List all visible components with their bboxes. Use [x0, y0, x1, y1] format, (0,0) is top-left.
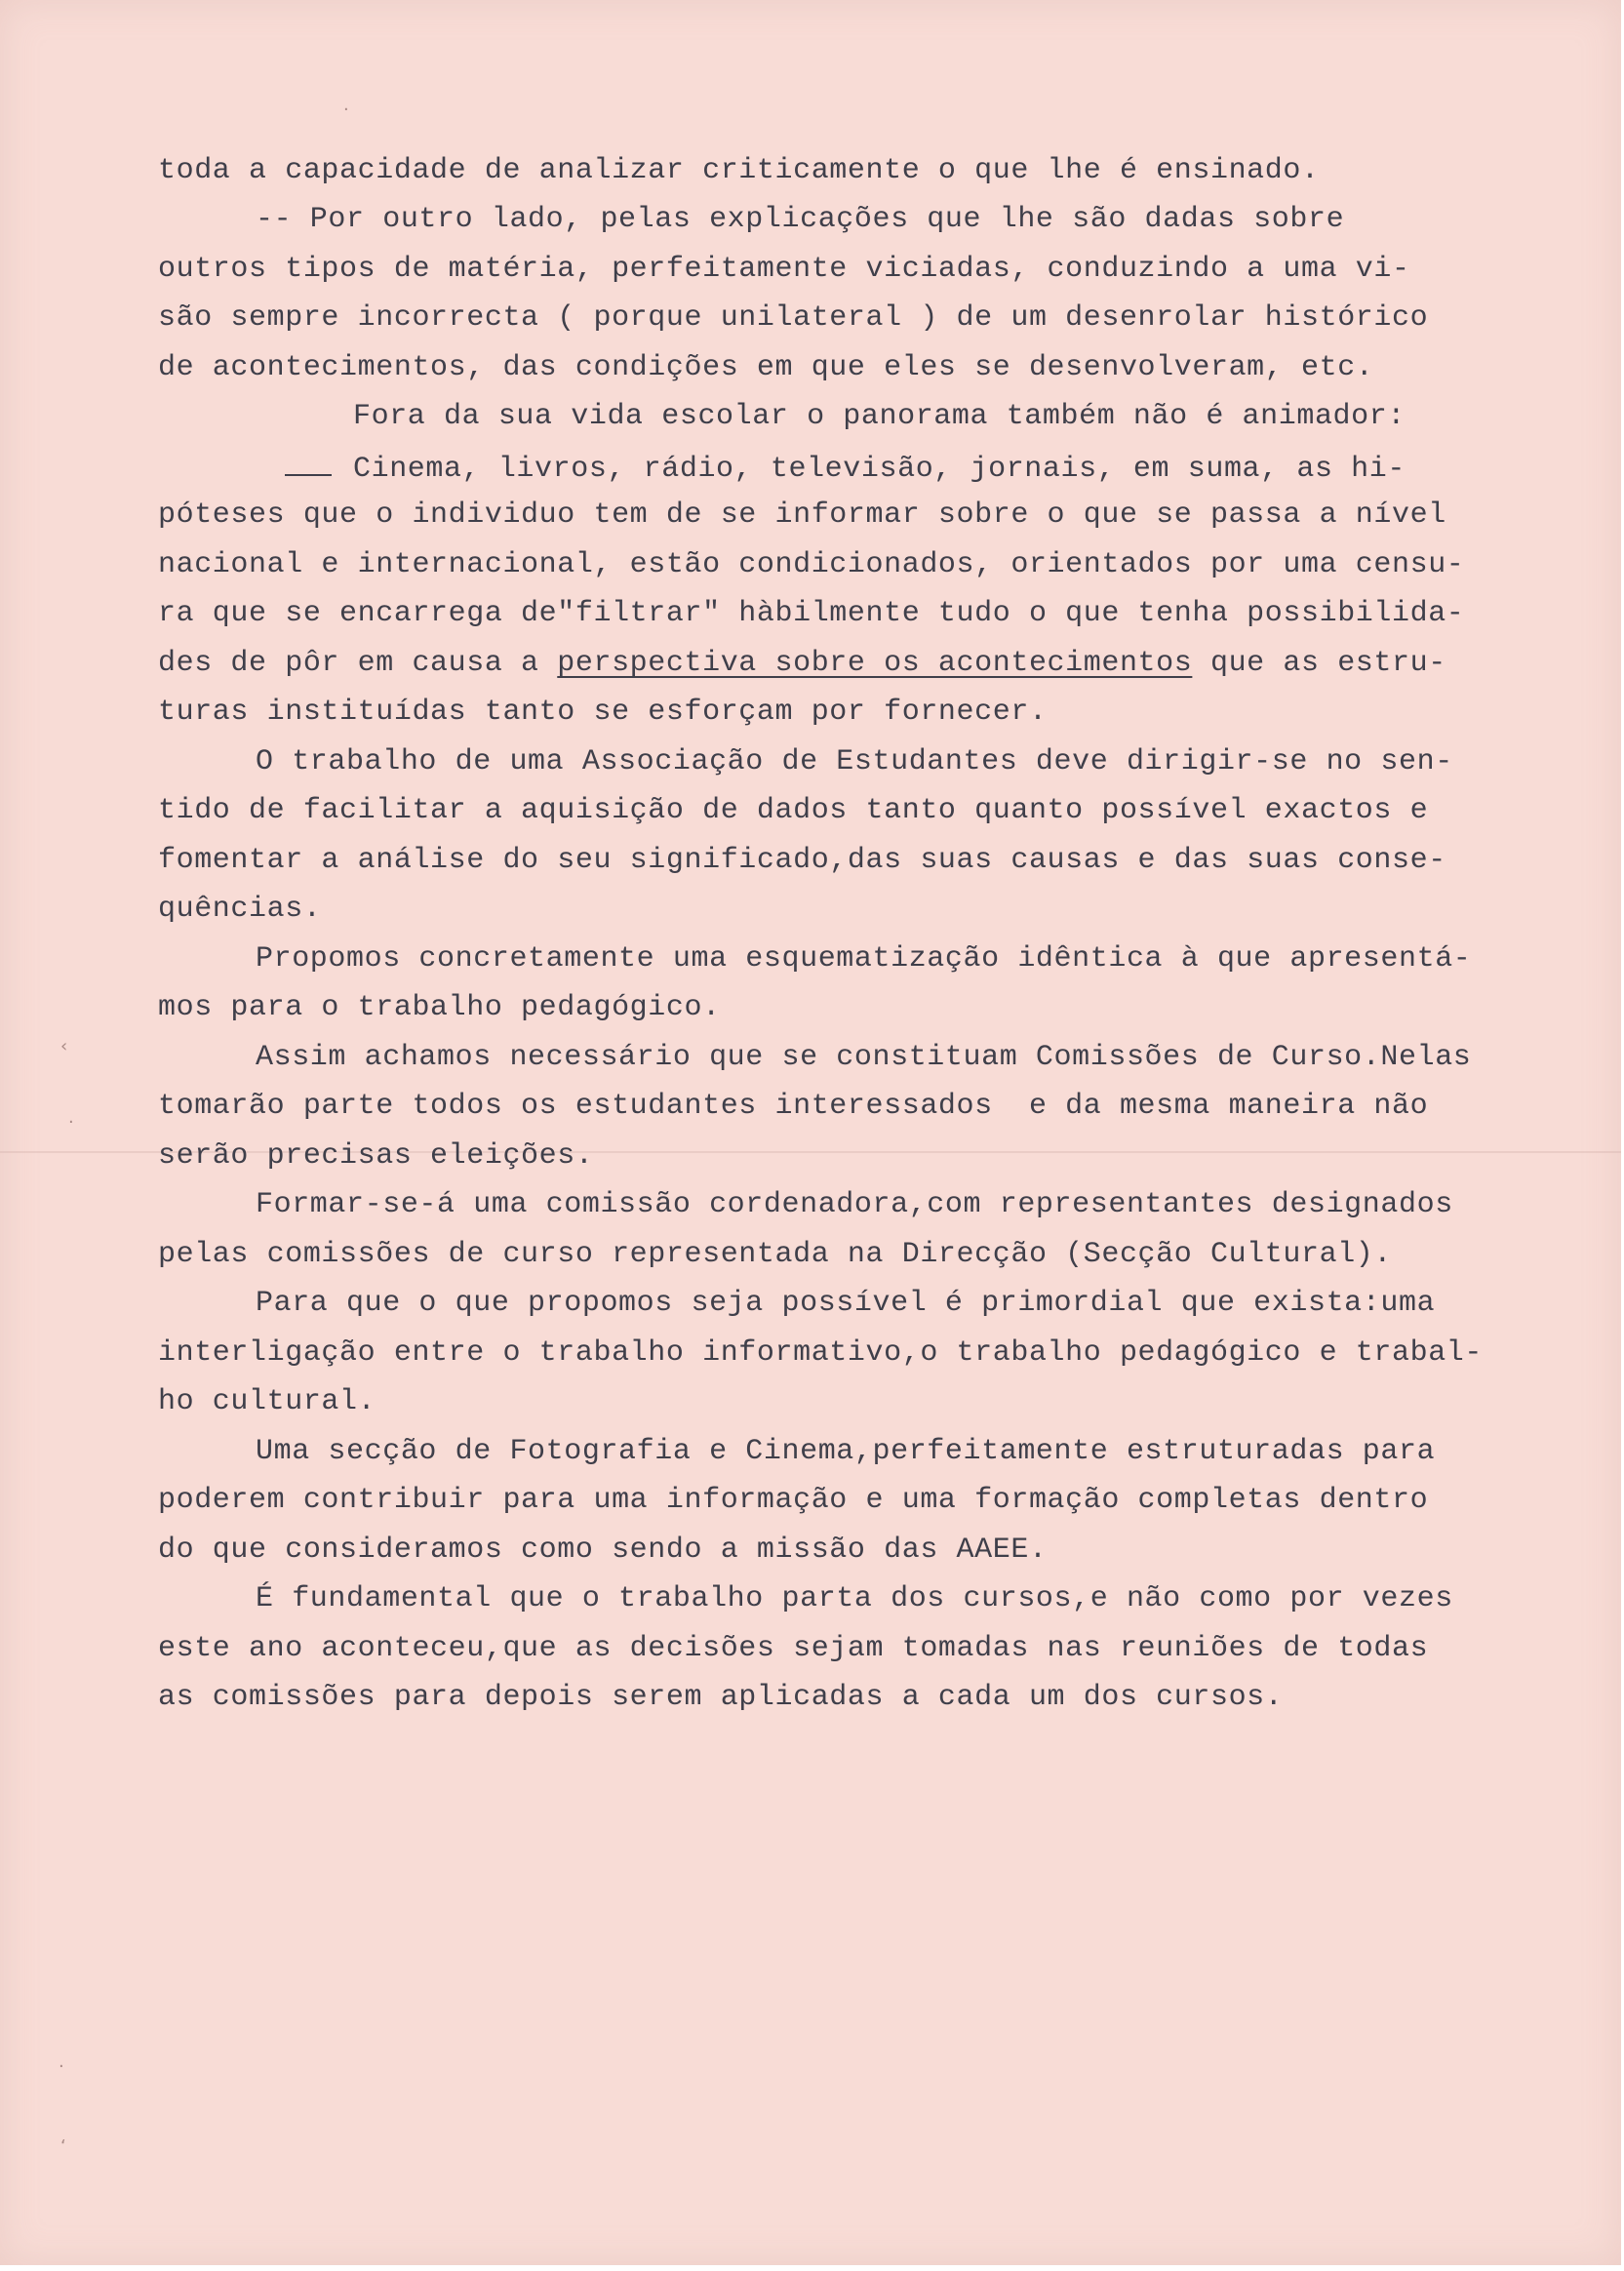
text-line: outros tipos de matéria, perfeitamente viciadas, conduzindo a uma vi- — [158, 253, 1410, 286]
text-line: Propomos concretamente uma esquematização idêntica à que apresentá- — [256, 942, 1472, 976]
text-line — [158, 644, 1446, 683]
text-line: Assim achamos necessário que se constituam Comissões de Curso.Nelas — [256, 1041, 1472, 1074]
text-line: são sempre incorrecta ( porque unilateral ) de um desenrolar histórico — [158, 301, 1429, 335]
paper-speck: ‹ — [60, 1036, 68, 1056]
text-line: interligação entre o trabalho informativo,o trabalho pedagógico e trabal- — [158, 1336, 1484, 1370]
text-line: ra que se encarrega de"filtrar" hàbilmente tudo o que tenha possibilida- — [158, 597, 1465, 630]
text-line: tido de facilitar a aquisição de dados tanto quanto possível exactos e — [158, 794, 1429, 827]
text-segment: Cinema, livros, rádio, televisão, jornais, em suma, as hi- — [353, 453, 1406, 486]
text-line: nacional e internacional, estão condicionados, orientados por uma censu- — [158, 548, 1465, 581]
text-line: toda a capacidade de analizar criticamente o que lhe é ensinado. — [158, 154, 1320, 187]
text-line: este ano aconteceu,que as decisões sejam tomadas nas reuniões de todas — [158, 1632, 1429, 1665]
text-line: as comissões para depois serem aplicadas a cada um dos cursos. — [158, 1681, 1284, 1714]
text-line: póteses que o individuo tem de se informar sobre o que se passa a nível — [158, 498, 1446, 532]
text-line: quências. — [158, 893, 322, 926]
text-line: poderem contribuir para uma informação e uma formação completas dentro — [158, 1484, 1429, 1517]
text-line: ho cultural. — [158, 1385, 376, 1418]
text-line: Para que o que propomos seja possível é primordial que exista:uma — [256, 1287, 1436, 1320]
text-line: fomentar a análise do seu significado,das suas causas e das suas conse- — [158, 844, 1446, 877]
text-line: Uma secção de Fotografia e Cinema,perfeitamente estruturadas para — [256, 1435, 1436, 1468]
text-line: O trabalho de uma Associação de Estudantes deve dirigir-se no sen- — [256, 745, 1453, 778]
text-segment: que as estru- — [1192, 647, 1446, 680]
paper-speck: · — [59, 2056, 64, 2077]
text-line: -- Por outro lado, pelas explicações que lhe são dadas sobre — [256, 203, 1345, 236]
text-line: do que consideramos como sendo a missão das AAEE. — [158, 1534, 1048, 1567]
text-line: pelas comissões de curso representada na Direcção (Secção Cultural). — [158, 1238, 1392, 1271]
paper-speck: · — [68, 1112, 74, 1133]
text-line: tomarão parte todos os estudantes interessados e da mesma maneira não — [158, 1090, 1429, 1123]
underlined-phrase: perspectiva sobre os acontecimentos — [557, 647, 1193, 680]
text-line: de acontecimentos, das condições em que eles se desenvolveram, etc. — [158, 351, 1374, 384]
text-line: serão precisas eleições. — [158, 1139, 594, 1173]
text-line: Formar-se-á uma comissão cordenadora,com representantes designados — [256, 1188, 1453, 1221]
text-line: Fora da sua vida escolar o panorama também não é animador: — [353, 400, 1406, 433]
text-line: É fundamental que o trabalho parta dos cursos,e não como por vezes — [256, 1582, 1453, 1615]
paper-speck: · — [343, 100, 349, 120]
paper-speck: ‘ — [60, 2136, 66, 2157]
text-line-with-dash — [353, 447, 1406, 486]
text-line: turas instituídas tanto se esforçam por fornecer. — [158, 696, 1048, 729]
text-line: mos para o trabalho pedagógico. — [158, 991, 721, 1024]
text-segment: des de pôr em causa a — [158, 647, 558, 680]
blank-dash-mark — [285, 447, 332, 476]
